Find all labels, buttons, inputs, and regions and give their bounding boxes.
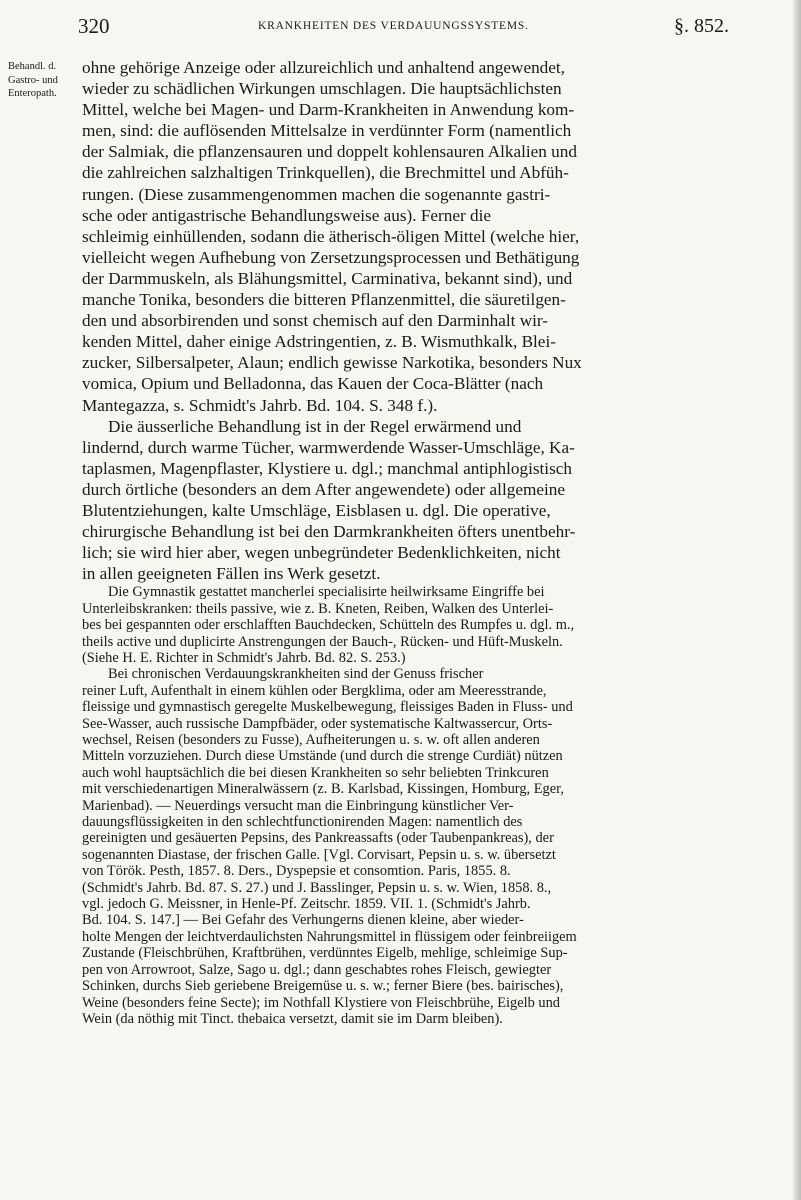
small-text-line: Unterleibskranken: theils passive, wie z. B. Kneten, Reiben, Walken des Unterlei- (82, 600, 554, 617)
text-line: lindernd, durch warme Tücher, warmwerdende Wasser-Umschläge, Ka- (82, 437, 575, 457)
small-text-line: Bd. 104. S. 147.] — Bei Gefahr des Verhungerns dienen kleine, aber wieder- (82, 912, 524, 929)
small-text-line: wechsel, Reisen (besonders zu Fusse), Aufheiterungen u. s. w. oft allen anderen (82, 732, 540, 748)
small-text-line: vgl. jedoch G. Meissner, in Henle-Pf. Zeitschr. 1859. VII. 1. (Schmidt's Jahrb. (82, 896, 531, 913)
small-text-line: Wein (da nöthig mit Tinct. thebaica versetzt, damit sie im Darm bleiben). (82, 1010, 503, 1027)
text-line: rungen. (Diese zusammengenommen machen die sogenannte gastri- (82, 184, 551, 204)
text-line: Blutentziehungen, kalte Umschläge, Eisblasen u. dgl. Die operative, (82, 500, 551, 520)
small-text-line: sogenannten Diastase, der frischen Galle. [Vgl. Corvisart, Pepsin u. s. w. übersetzt (82, 846, 556, 863)
text-line: die zahlreichen salzhaltigen Trinkquellen), die Brechmittel und Abfüh- (82, 163, 569, 183)
text-line: schleimig einhüllenden, sodann die ätherisch-öligen Mittel (welche hier, (82, 226, 580, 246)
small-text-line: gereinigten und gesäuerten Pepsins, des Pankreassafts (oder Taubenpankreas), der (82, 830, 554, 847)
section-number: §. 852. (674, 15, 729, 37)
small-text-line: pen von Arrowroot, Salze, Sago u. dgl.; dann geschabtes rohes Fleisch, gewiegter (82, 961, 552, 978)
small-text-line: dauungsflüssigkeiten in den schlechtfunctionirenden Magen: namentlich des (82, 814, 523, 831)
small-text-line: holte Mengen der leichtverdaulichsten Nahrungsmittel in flüssigem oder feinbreiigem (82, 928, 577, 945)
small-text-line: (Schmidt's Jahrb. Bd. 87. S. 27.) und J. Basslinger, Pepsin u. s. w. Wien, 1858. 8., (82, 879, 552, 896)
text-line: vomica, Opium und Belladonna, das Kauen der Coca-Blätter (nach (82, 374, 544, 394)
small-text-line: Weine (besonders feine Secte); im Nothfall Klystiere von Fleischbrühe, Eigelb und (82, 994, 560, 1011)
small-print (82, 584, 772, 1027)
margin-note-line: Enteropath. (8, 88, 57, 99)
small-text-line: See-Wasser, auch russische Dampfbäder, oder systematische Kaltwassercur, Orts- (82, 715, 553, 732)
page-edge-shadow (793, 0, 801, 1200)
text-line: zucker, Silbersalpeter, Alaun; endlich gewisse Narkotika, besonders Nux (82, 353, 582, 373)
small-text-line: von Török. Pesth, 1857. 8. Ders., Dyspepsie et consomtion. Paris, 1855. 8. (82, 863, 511, 880)
small-text-line: (Siehe H. E. Richter in Schmidt's Jahrb. Bd. 82. S. 253.) (82, 649, 406, 666)
text-line: men, sind: die auflösenden Mittelsalze in verdünnter Form (namentlich (82, 121, 572, 141)
text-line: Die äusserliche Behandlung ist in der Regel erwärmend und (108, 416, 522, 436)
margin-note-line: Gastro- und (8, 74, 58, 86)
text-line: lich; sie wird hier aber, wegen unbegründeter Bedenklichkeiten, nicht (82, 543, 561, 563)
small-text-line: auch wohl hauptsächlich die bei diesen Krankheiten so sehr beliebten Trinkcuren (82, 764, 549, 781)
text-line: der Salmiak, die pflanzensauren und doppelt kohlensauren Alkalien und (82, 142, 577, 162)
small-text-line: mit verschiedenartigen Mineralwässern (z. B. Karlsbad, Kissingen, Homburg, Eger, (82, 781, 564, 798)
page-header (0, 14, 801, 40)
text-line: wieder zu schädlichen Wirkungen umschlagen. Die hauptsächlichsten (82, 79, 562, 99)
text-line: Mittel, welche bei Magen- und Darm-Krankheiten in Anwendung kom- (82, 100, 575, 120)
text-line: der Darmmuskeln, als Blähungsmittel, Carminativa, bekannt sind), und (82, 268, 573, 288)
text-line: in allen geeigneten Fällen ins Werk gesetzt. (82, 564, 381, 584)
running-head: KRANKHEITEN DES VERDAUUNGSSYSTEMS. (258, 20, 529, 32)
page-body (82, 57, 772, 1027)
text-line: kenden Mittel, daher einige Adstringentien, z. B. Wismuthkalk, Blei- (82, 332, 556, 352)
text-line: chirurgische Behandlung ist bei den Darmkrankheiten öfters unentbehr- (82, 522, 576, 542)
text-line: manche Tonika, besonders die bitteren Pflanzenmittel, die säuretilgen- (82, 290, 566, 310)
text-line: den und absorbirenden und sonst chemisch auf den Darminhalt wir- (82, 311, 548, 331)
text-line: ohne gehörige Anzeige oder allzureichlich und anhaltend angewendet, (82, 58, 565, 77)
small-text-line: reiner Luft, Aufenthalt in einem kühlen oder Bergklima, oder am Meeresstrande, (82, 682, 547, 699)
small-text-line: bes bei gespannten oder erschlafften Bauchdecken, Schütteln des Rumpfes u. dgl. m., (82, 617, 575, 634)
main-text (82, 57, 772, 584)
page-number: 320 (78, 14, 110, 38)
small-text-line: Marienbad). — Neuerdings versucht man die Einbringung künstlicher Ver- (82, 797, 514, 814)
text-line: sche oder antigastrische Behandlungsweise aus). Ferner die (82, 205, 492, 225)
small-text-line: fleissige und gymnastisch geregelte Muskelbewegung, fleissiges Baden in Fluss- und (82, 699, 573, 716)
small-text-line: Bei chronischen Verdauungskrankheiten sind der Genuss frischer (108, 666, 484, 683)
small-text-line: theils active und duplicirte Anstrengungen der Bauch-, Rücken- und Hüft-Muskeln. (82, 633, 563, 650)
text-line: Mantegazza, s. Schmidt's Jahrb. Bd. 104. S. 348 f.). (82, 395, 438, 415)
margin-note-line: Behandl. d. (8, 61, 57, 72)
small-text-line: Zustande (Fleischbrühen, Kraftbrühen, verdünntes Eigelb, mehlige, schleimige Sup- (82, 945, 568, 962)
margin-note (8, 60, 70, 101)
text-line: taplasmen, Magenpflaster, Klystiere u. dgl.; manchmal antiphlogistisch (82, 458, 572, 478)
text-line: vielleicht wegen Aufhebung von Zersetzungsprocessen und Bethätigung (82, 247, 580, 267)
small-text-line: Die Gymnastik gestattet mancherlei specialisirte heilwirksame Eingriffe bei (108, 584, 545, 601)
small-text-line: Schinken, durchs Sieb geriebene Breigemüse u. s. w.; ferner Biere (bes. bairisches), (82, 978, 564, 995)
small-text-line: Mitteln vorzuziehen. Durch diese Umstände (und durch die strenge Curdiät) nützen (82, 748, 563, 765)
text-line: durch örtliche (besonders an dem After angewendete) oder allgemeine (82, 479, 565, 499)
